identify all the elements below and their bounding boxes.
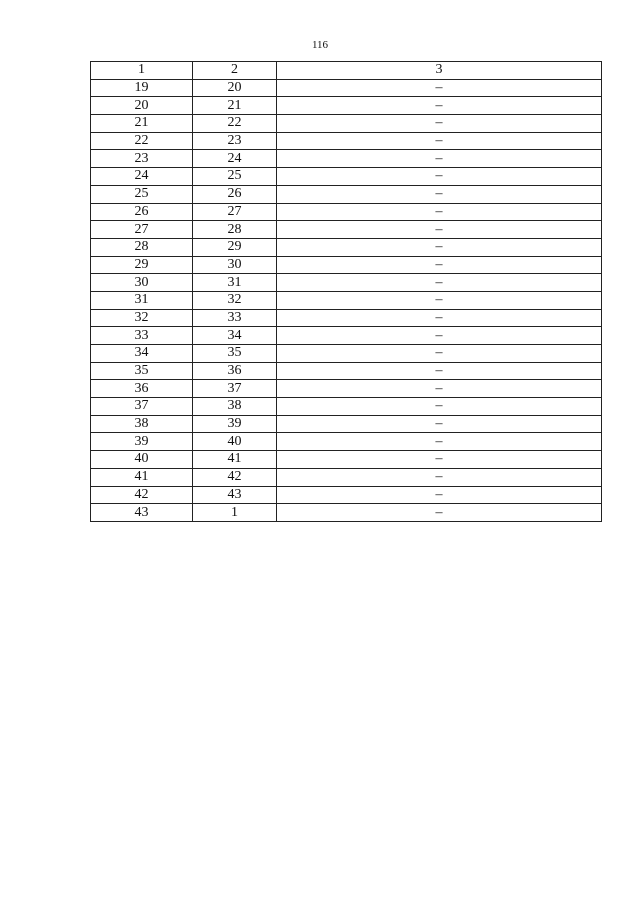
table-cell-col-2: 26	[193, 185, 277, 203]
table-cell-col-1: 29	[91, 256, 193, 274]
table-row	[91, 256, 602, 274]
table-cell-col-3: –	[277, 132, 602, 150]
table-cell-col-1: 23	[91, 150, 193, 168]
table-row	[91, 433, 602, 451]
page-number: 116	[311, 39, 329, 51]
table-row	[91, 97, 602, 115]
table-cell-col-1: 34	[91, 345, 193, 363]
table-row	[91, 309, 602, 327]
table-cell-col-2: 40	[193, 433, 277, 451]
column-header-3: 3	[277, 62, 602, 80]
table-cell-col-3: –	[277, 309, 602, 327]
table-cell-col-2: 1	[193, 504, 277, 522]
table-cell-col-1: 25	[91, 185, 193, 203]
table-cell-col-1: 43	[91, 504, 193, 522]
table-cell-col-3: –	[277, 97, 602, 115]
table-cell-col-3: –	[277, 150, 602, 168]
column-header-1: 1	[91, 62, 193, 80]
table-row	[91, 132, 602, 150]
table-cell-col-2: 27	[193, 203, 277, 221]
table-cell-col-3: –	[277, 185, 602, 203]
table-row	[91, 345, 602, 363]
table-cell-col-3: –	[277, 380, 602, 398]
table-cell-col-1: 26	[91, 203, 193, 221]
table-row	[91, 203, 602, 221]
table-cell-col-2: 23	[193, 132, 277, 150]
table-cell-col-2: 29	[193, 238, 277, 256]
table-row	[91, 168, 602, 186]
table-cell-col-3: –	[277, 398, 602, 416]
table-row	[91, 79, 602, 97]
table-row	[91, 468, 602, 486]
table-cell-col-3: –	[277, 238, 602, 256]
table-cell-col-1: 32	[91, 309, 193, 327]
table-cell-col-1: 28	[91, 238, 193, 256]
table-cell-col-1: 21	[91, 115, 193, 133]
table-row	[91, 238, 602, 256]
table-cell-col-1: 37	[91, 398, 193, 416]
table-row	[91, 486, 602, 504]
data-table	[90, 61, 602, 522]
table-cell-col-1: 42	[91, 486, 193, 504]
table-cell-col-1: 36	[91, 380, 193, 398]
table-cell-col-2: 25	[193, 168, 277, 186]
table-cell-col-3: –	[277, 203, 602, 221]
table-cell-col-2: 28	[193, 221, 277, 239]
table-cell-col-2: 37	[193, 380, 277, 398]
table-cell-col-3: –	[277, 115, 602, 133]
table-cell-col-2: 21	[193, 97, 277, 115]
table-row	[91, 380, 602, 398]
table-row	[91, 115, 602, 133]
table-cell-col-2: 35	[193, 345, 277, 363]
table-cell-col-3: –	[277, 345, 602, 363]
table-cell-col-3: –	[277, 504, 602, 522]
table-cell-col-2: 20	[193, 79, 277, 97]
table-cell-col-1: 39	[91, 433, 193, 451]
table-cell-col-3: –	[277, 168, 602, 186]
table-cell-col-1: 20	[91, 97, 193, 115]
table-cell-col-3: –	[277, 256, 602, 274]
table-row	[91, 451, 602, 469]
table-cell-col-1: 22	[91, 132, 193, 150]
table-cell-col-3: –	[277, 362, 602, 380]
table-cell-col-2: 31	[193, 274, 277, 292]
table-cell-col-3: –	[277, 415, 602, 433]
table-row	[91, 221, 602, 239]
table-row	[91, 398, 602, 416]
table-cell-col-2: 22	[193, 115, 277, 133]
table-cell-col-2: 41	[193, 451, 277, 469]
table-body	[91, 79, 602, 521]
table-cell-col-1: 19	[91, 79, 193, 97]
table-cell-col-2: 36	[193, 362, 277, 380]
table-cell-col-3: –	[277, 274, 602, 292]
table-cell-col-3: –	[277, 221, 602, 239]
table-row	[91, 274, 602, 292]
table-cell-col-3: –	[277, 468, 602, 486]
table-cell-col-3: –	[277, 451, 602, 469]
table-cell-col-2: 30	[193, 256, 277, 274]
table-cell-col-1: 24	[91, 168, 193, 186]
table-cell-col-1: 33	[91, 327, 193, 345]
table-cell-col-2: 43	[193, 486, 277, 504]
table-cell-col-1: 38	[91, 415, 193, 433]
table-cell-col-1: 40	[91, 451, 193, 469]
column-header-2: 2	[193, 62, 277, 80]
table-cell-col-2: 24	[193, 150, 277, 168]
table-row	[91, 362, 602, 380]
table-row	[91, 504, 602, 522]
table-cell-col-2: 38	[193, 398, 277, 416]
table-cell-col-3: –	[277, 327, 602, 345]
table-cell-col-2: 42	[193, 468, 277, 486]
table-cell-col-1: 31	[91, 291, 193, 309]
table-cell-col-2: 39	[193, 415, 277, 433]
table-cell-col-1: 35	[91, 362, 193, 380]
table-row	[91, 327, 602, 345]
table-cell-col-3: –	[277, 79, 602, 97]
table-cell-col-1: 27	[91, 221, 193, 239]
table-header-row	[91, 62, 602, 80]
table-cell-col-3: –	[277, 486, 602, 504]
table-cell-col-2: 33	[193, 309, 277, 327]
table-cell-col-2: 34	[193, 327, 277, 345]
table-cell-col-1: 30	[91, 274, 193, 292]
table-row	[91, 150, 602, 168]
table-row	[91, 185, 602, 203]
table-cell-col-3: –	[277, 433, 602, 451]
table-cell-col-2: 32	[193, 291, 277, 309]
table-cell-col-3: –	[277, 291, 602, 309]
table-cell-col-1: 41	[91, 468, 193, 486]
table-row	[91, 291, 602, 309]
table-row	[91, 415, 602, 433]
